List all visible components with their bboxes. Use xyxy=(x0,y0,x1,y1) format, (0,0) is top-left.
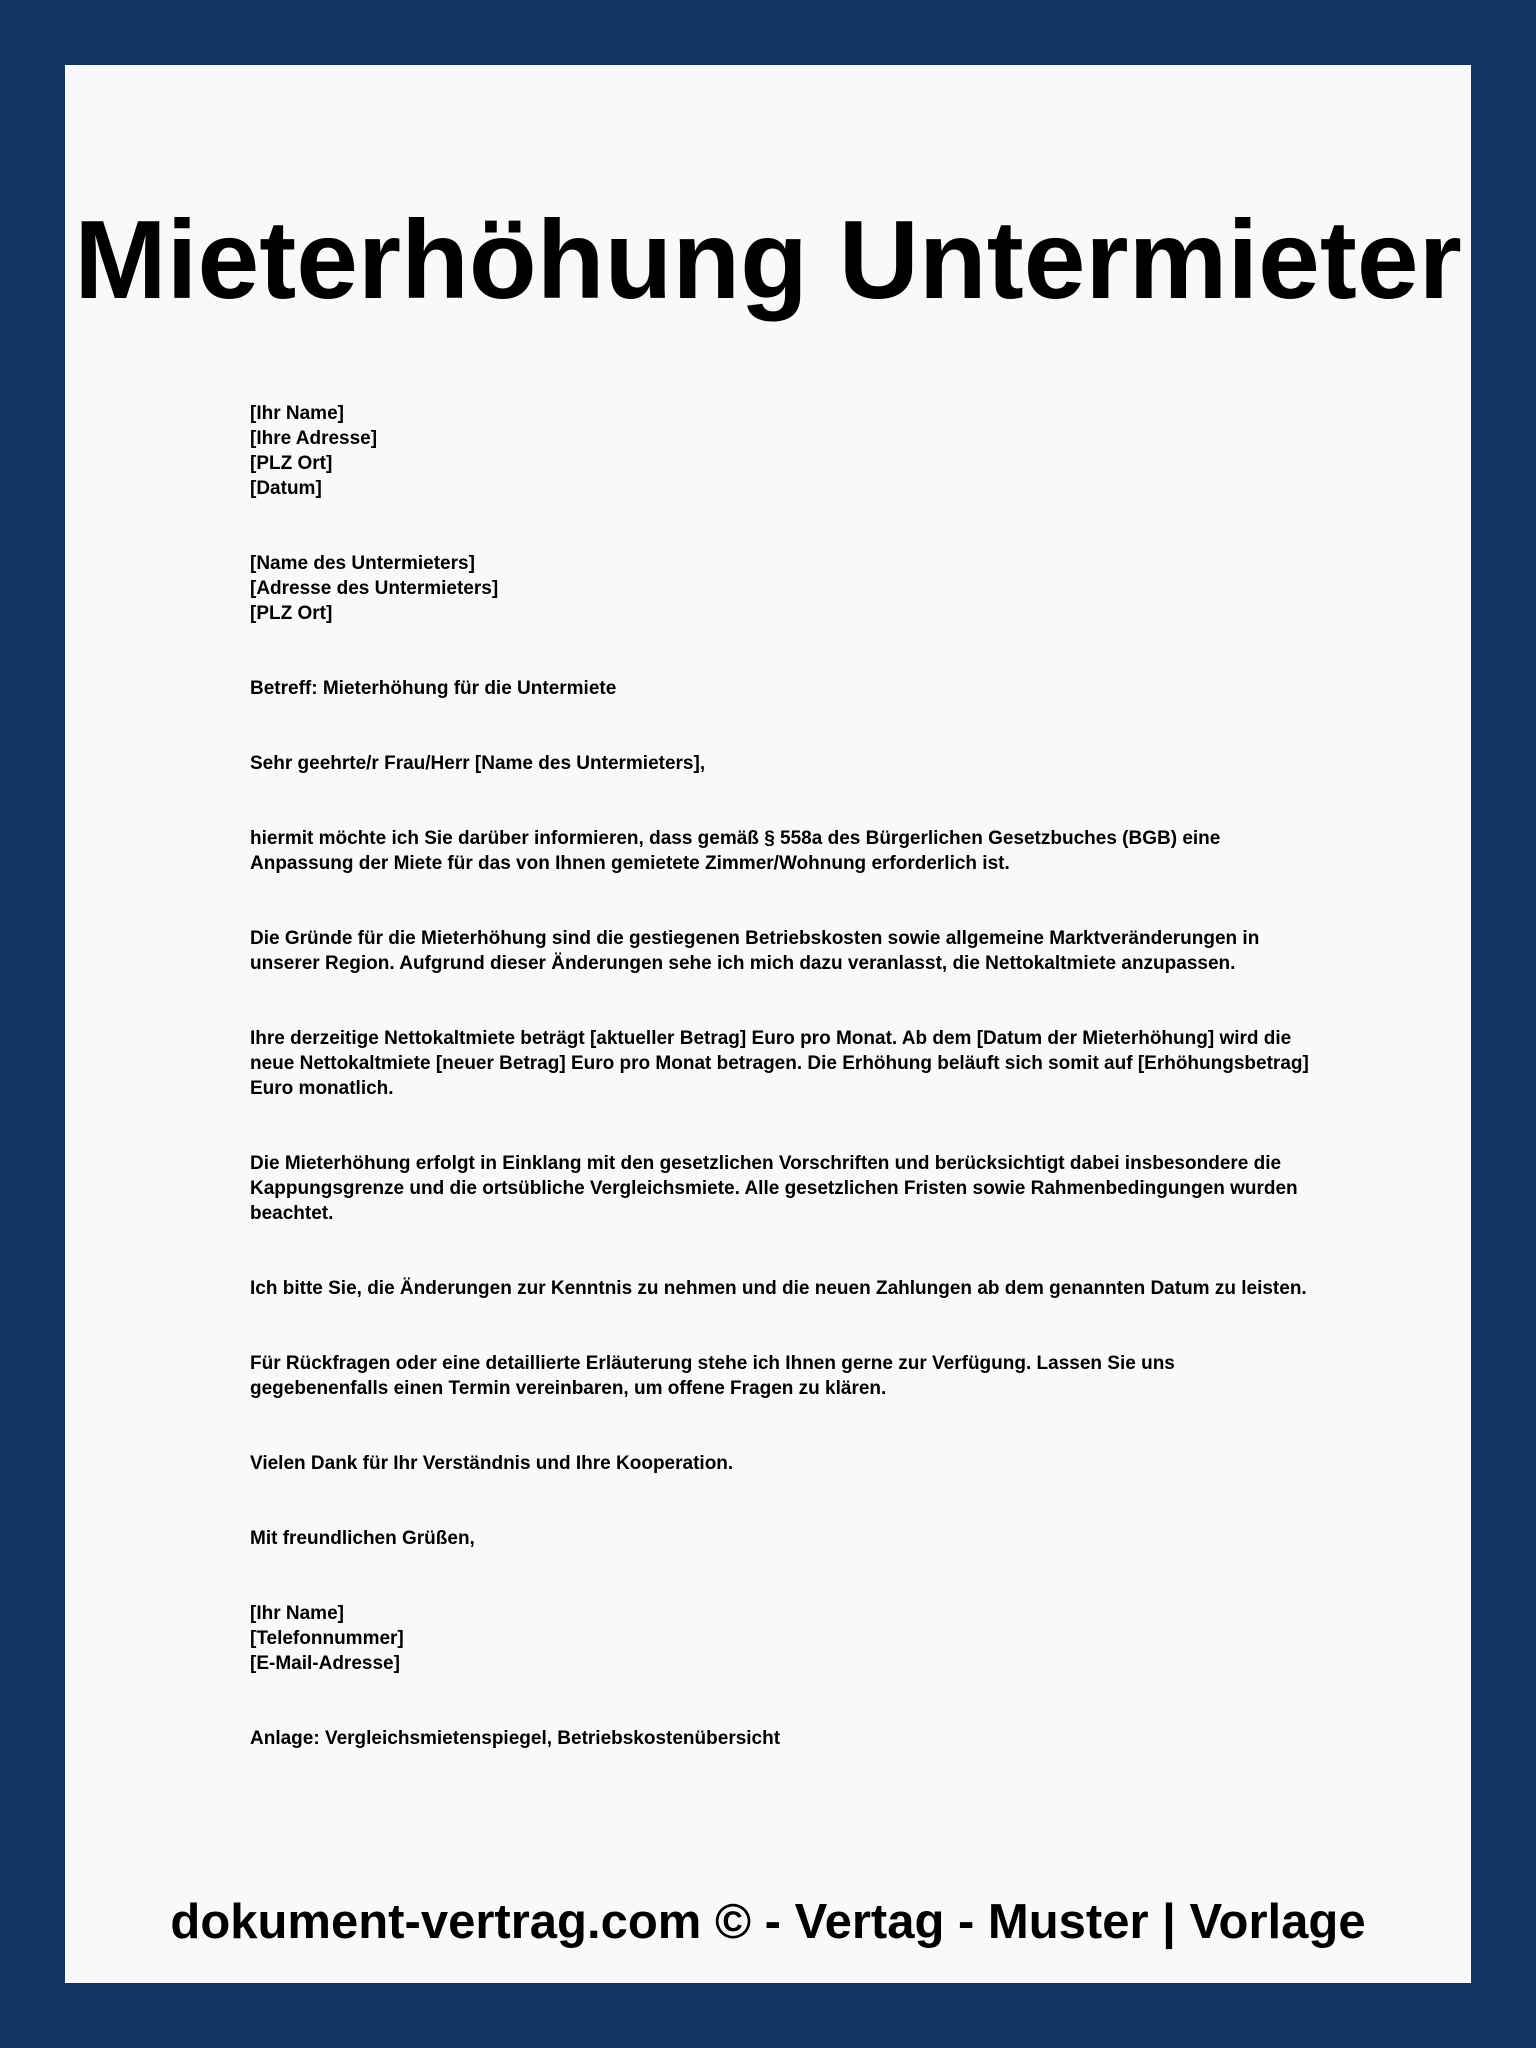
attachment-line: Anlage: Vergleichsmietenspiegel, Betriebskostenübersicht xyxy=(250,1728,781,1749)
paragraph: Die Gründe für die Mieterhöhung sind die gestiegenen Betriebskosten sowie allgemeine Marktveränderungen in unserer Region. Aufgrund dieser Änderungen sehe ich mich dazu veranlasst, die Nettokaltmiete anzupassen. xyxy=(250,928,1260,974)
signature-phone: [Telefonnummer] xyxy=(250,1628,404,1649)
signature-block xyxy=(250,1601,1310,1676)
signature-email: [E-Mail-Adresse] xyxy=(250,1653,400,1674)
letter-body xyxy=(250,401,1310,1801)
sender-block xyxy=(250,401,1310,501)
paragraph: Die Mieterhöhung erfolgt in Einklang mit den gesetzlichen Vorschriften und berücksichtigt dabei insbesondere die Kappungsgrenze und die ortsübliche Vergleichsmiete. Alle gesetzlichen Fristen sowie Rahmenbedingungen wurden beachtet. xyxy=(250,1153,1298,1224)
signature-name: [Ihr Name] xyxy=(250,1603,344,1624)
sender-city: [PLZ Ort] xyxy=(250,453,333,474)
document-title: Mieterhöhung Untermieter xyxy=(74,198,1462,322)
salutation: Sehr geehrte/r Frau/Herr [Name des Untermieters], xyxy=(250,753,706,774)
paragraph: Vielen Dank für Ihr Verständnis und Ihre Kooperation. xyxy=(250,1453,734,1474)
sender-date: [Datum] xyxy=(250,478,322,499)
document-page xyxy=(65,65,1471,1983)
recipient-name: [Name des Untermieters] xyxy=(250,553,475,574)
recipient-block xyxy=(250,551,1310,626)
paragraph: Für Rückfragen oder eine detaillierte Erläuterung stehe ich Ihnen gerne zur Verfügung. Lassen Sie uns gegebenenfalls einen Termin vereinbaren, um offene Fragen zu klären. xyxy=(250,1353,1175,1399)
paragraph: hiermit möchte ich Sie darüber informieren, dass gemäß § 558a des Bürgerlichen Gesetzbuches (BGB) eine Anpassung der Miete für das von Ihnen gemietete Zimmer/Wohnung erforderlich ist. xyxy=(250,828,1221,874)
footer-credit: dokument-vertrag.com © - Vertag - Muster | Vorlage xyxy=(170,1895,1366,1949)
subject-line: Betreff: Mieterhöhung für die Untermiete xyxy=(250,678,617,699)
paragraph: Ihre derzeitige Nettokaltmiete beträgt [aktueller Betrag] Euro pro Monat. Ab dem [Datum der Mieterhöhung] wird die neue Nettokaltmiete [neuer Betrag] Euro pro Monat betragen. Die Erhöhung beläuft sich somit auf [Erhöhungsbetrag] Euro monatlich. xyxy=(250,1028,1309,1099)
paragraph: Ich bitte Sie, die Änderungen zur Kenntnis zu nehmen und die neuen Zahlungen ab dem genannten Datum zu leisten. xyxy=(250,1278,1307,1299)
sender-name: [Ihr Name] xyxy=(250,403,344,424)
recipient-city: [PLZ Ort] xyxy=(250,603,333,624)
recipient-address: [Adresse des Untermieters] xyxy=(250,578,499,599)
closing: Mit freundlichen Grüßen, xyxy=(250,1528,475,1549)
sender-address: [Ihre Adresse] xyxy=(250,428,378,449)
